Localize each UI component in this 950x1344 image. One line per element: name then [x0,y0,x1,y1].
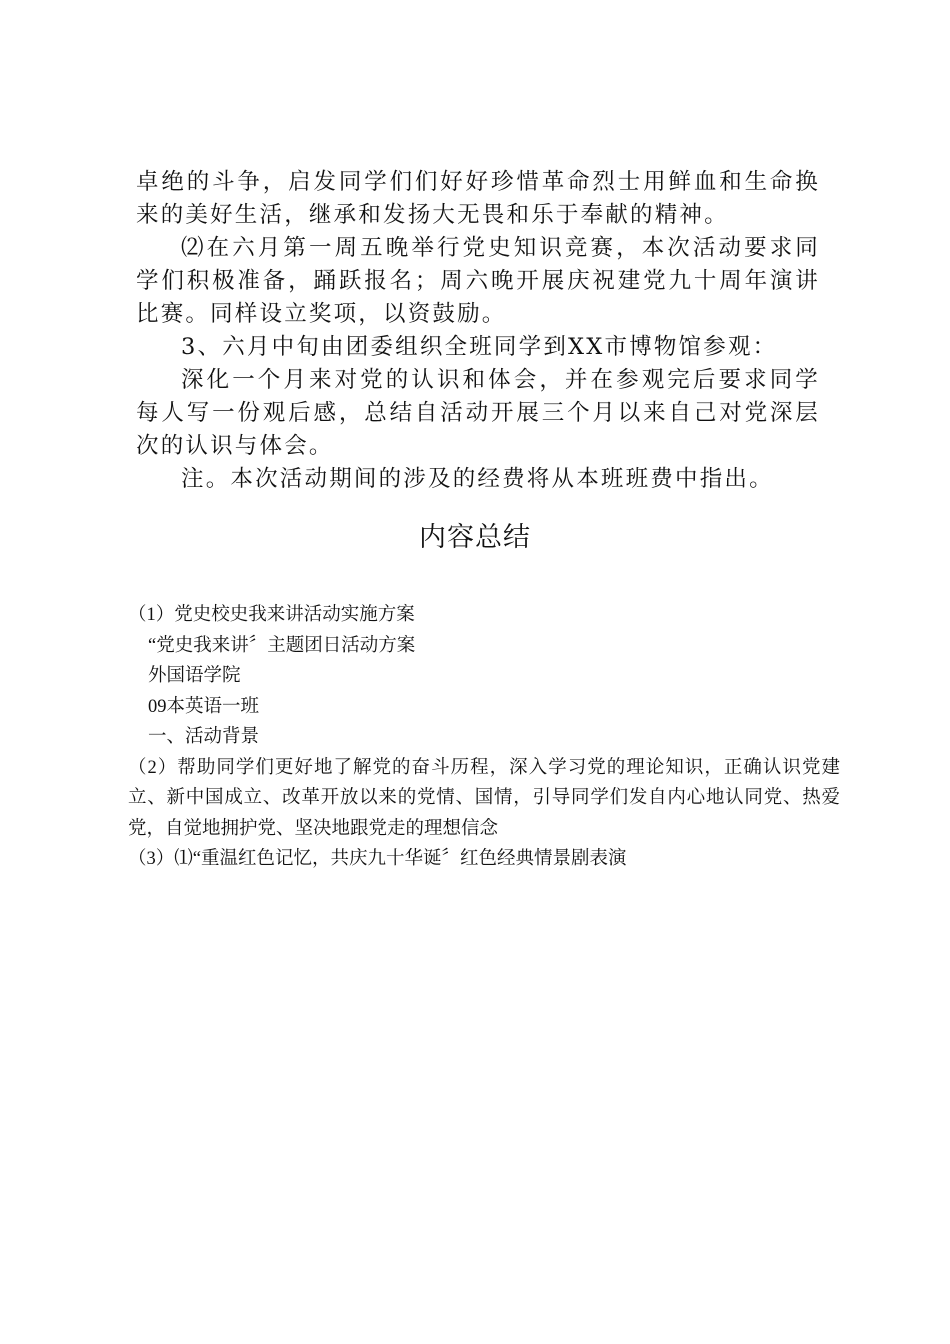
paragraph-continuation: 卓绝的斗争，启发同学们们好好珍惜革命烈士用鲜血和生命换来的美好生活，继承和发扬大无畏和乐于奉献的精神。 [136,169,820,228]
summary-item-1: （1）党史校史我来讲活动实施方案 [128,605,415,625]
body-text [136,166,820,496]
paragraph-knowledge-contest: ⑵在六月第一周五晚举行党史知识竞赛，本次活动要求同学们积极准备，踊跃报名；周六晚开展庆祝建党九十周年演讲比赛。同样设立奖项，以资鼓励。 [136,235,820,327]
paragraph-note: 注。本次活动期间的涉及的经费将从本班班费中指出。 [181,466,774,492]
paragraph-museum-visit: 3、六月中旬由团委组织全班同学到XX市博物馆参观： [181,334,778,360]
summary-item-plan-title: “党史我来讲〞主题团日活动方案 [148,635,416,656]
summary-item-background: 一、活动背景 [148,727,260,747]
summary-item-college: 外国语学院 [148,666,241,686]
summary-item-3: （3）⑴“重温红色记忆，共庆九十华诞〞红色经典情景剧表演 [128,849,627,869]
summary-item-2: （2）帮助同学们更好地了解党的奋斗历程，深入学习党的理论知识，正确认识党建立、新中国成立、改革开放以来的党情、国情，引导同学们发自内心地认同党、热爱党，自觉地拥护党、坚决地跟党走的理想信念 [128,757,840,839]
summary-title: 内容总结 [419,522,531,553]
summary-section [128,600,840,875]
summary-item-class: 09本英语一班 [148,696,260,717]
paragraph-reflection: 深化一个月来对党的认识和体会，并在参观完后要求同学每人写一份观后感，总结自活动开展三个月以来自己对党深层次的认识与体会。 [136,367,820,459]
